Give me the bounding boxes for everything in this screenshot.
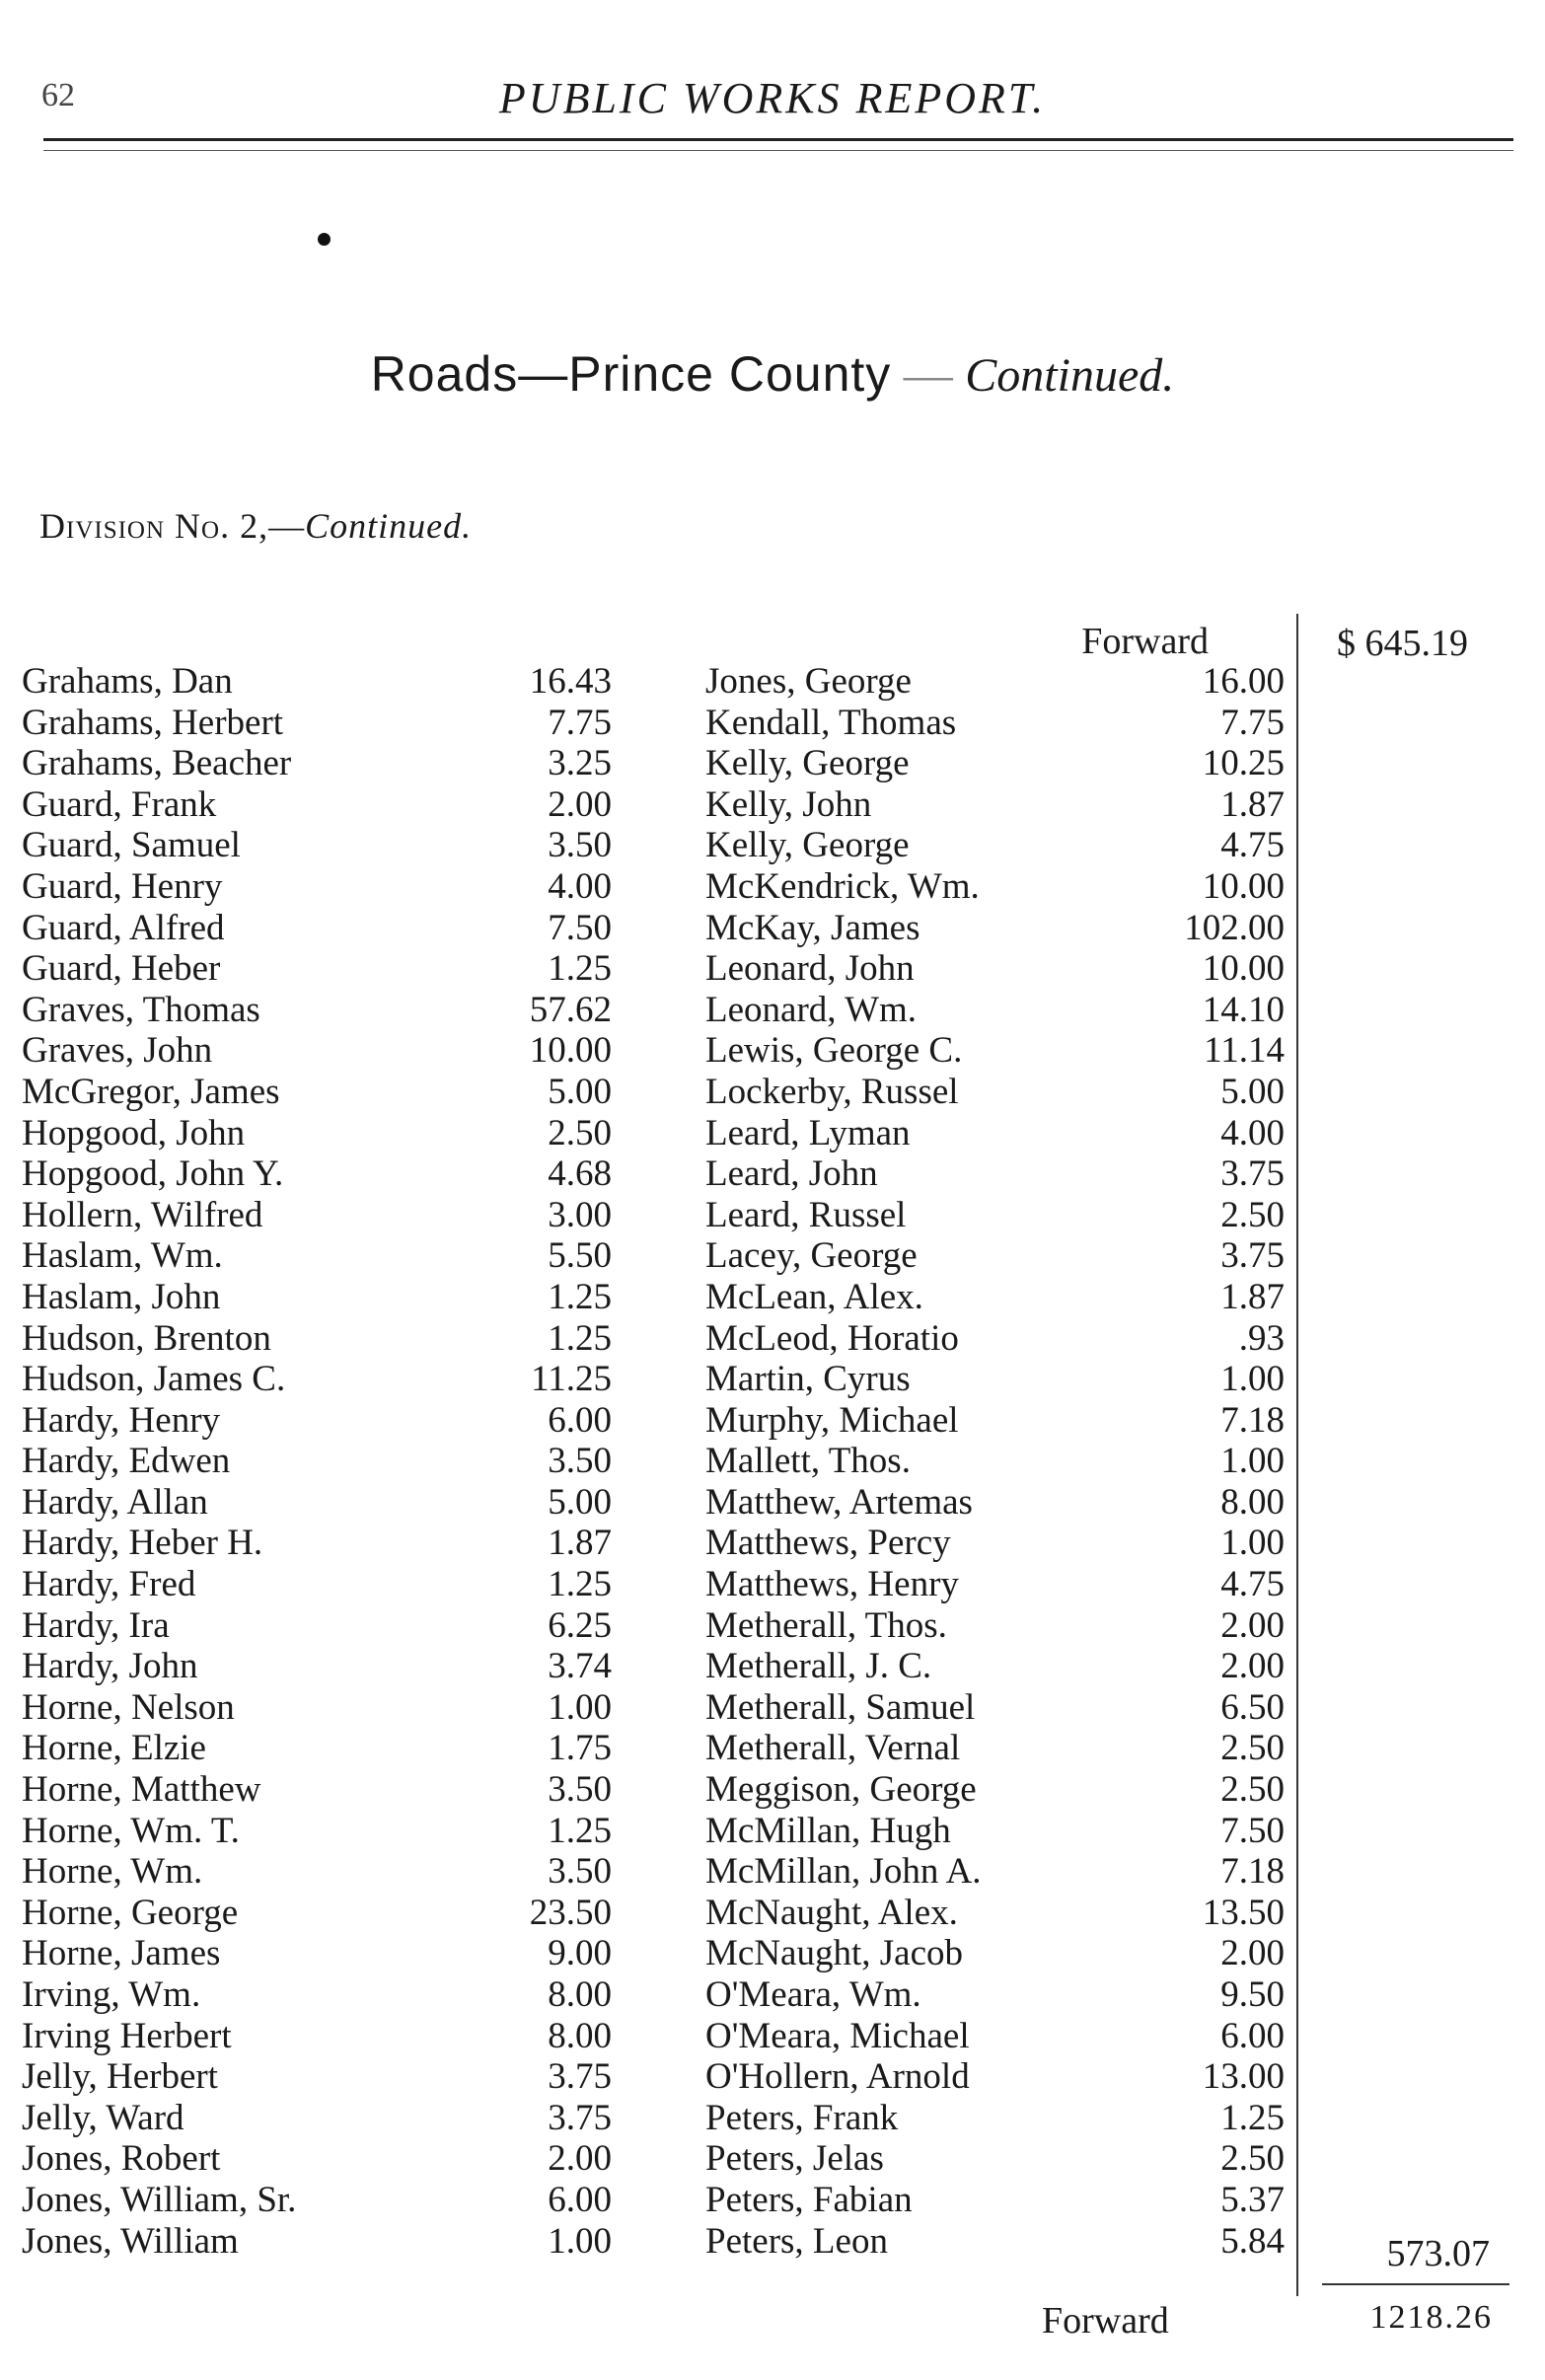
- division-heading: [39, 505, 472, 547]
- payee-name: Kendall, Thomas: [705, 702, 957, 743]
- payee-amount: 2.50: [1220, 1728, 1285, 1769]
- division-dash: —: [268, 506, 306, 546]
- payee-name: Jelly, Herbert: [22, 2056, 218, 2098]
- payee-amount: 5.84: [1220, 2220, 1285, 2262]
- payee-name: McGregor, James: [22, 1071, 280, 1112]
- payee-amount: 102.00: [1184, 907, 1285, 948]
- payee-amount: 11.25: [531, 1359, 612, 1400]
- payee-name: O'Meara, Michael: [705, 2015, 970, 2056]
- payee-name: Metherall, Vernal: [705, 1728, 961, 1769]
- payee-name: Graves, John: [22, 1030, 213, 1072]
- payee-amount: 3.50: [548, 825, 612, 866]
- payee-amount: 3.75: [1220, 1235, 1285, 1277]
- payee-amount: 8.00: [548, 2015, 612, 2056]
- payee-name: Metherall, Thos.: [705, 1604, 947, 1646]
- payee-name: McNaught, Jacob: [705, 1933, 963, 1974]
- payee-amount: 11.14: [1204, 1030, 1285, 1072]
- payee-name: Horne, Wm. T.: [22, 1810, 240, 1851]
- payee-name: McLean, Alex.: [705, 1276, 923, 1317]
- payee-amount: 3.75: [548, 2097, 612, 2138]
- payee-name: Murphy, Michael: [705, 1399, 959, 1441]
- payee-name: McKendrick, Wm.: [705, 865, 980, 907]
- payee-amount: 23.50: [529, 1892, 612, 1933]
- payee-name: Hollern, Wilfred: [22, 1194, 263, 1235]
- payee-amount: 3.74: [548, 1646, 612, 1687]
- forward-top-amount: $ 645.19: [1337, 623, 1468, 664]
- payee-amount: 4.00: [1220, 1112, 1285, 1153]
- payee-amount: 10.00: [529, 1030, 612, 1072]
- payee-name: Irving, Wm.: [22, 1974, 201, 2015]
- left-names-column: [22, 661, 296, 2262]
- section-title: [0, 345, 1545, 403]
- payee-name: Haslam, Wm.: [22, 1235, 223, 1277]
- payee-name: Kelly, John: [705, 783, 872, 825]
- forward-bottom-label: Forward: [1042, 2300, 1169, 2342]
- forward-bottom-amount: 1218.26: [1369, 2299, 1493, 2336]
- payee-name: Lewis, George C.: [705, 1030, 963, 1072]
- payee-amount: 9.00: [548, 1933, 612, 1974]
- payee-amount: 1.87: [548, 1523, 612, 1564]
- payee-name: Horne, George: [22, 1892, 239, 1933]
- section-title-continued: Continued.: [965, 349, 1175, 402]
- payee-amount: 1.25: [548, 1810, 612, 1851]
- payee-name: O'Hollern, Arnold: [705, 2056, 970, 2098]
- payee-amount: 2.00: [1220, 1646, 1285, 1687]
- header-rule-thick: [43, 138, 1513, 141]
- payee-name: Leonard, John: [705, 948, 915, 990]
- payee-amount: 9.50: [1220, 1974, 1285, 2015]
- payee-name: Grahams, Dan: [22, 661, 233, 702]
- payee-amount: 1.25: [548, 1276, 612, 1317]
- payee-amount: 1.25: [1220, 2097, 1285, 2138]
- payee-amount: 4.00: [548, 865, 612, 907]
- subtotal-rule: [1322, 2283, 1509, 2285]
- payee-name: Horne, Elzie: [22, 1728, 206, 1769]
- payee-name: Kelly, George: [705, 825, 910, 866]
- payee-name: Peters, Jelas: [705, 2138, 884, 2180]
- payee-amount: 16.43: [529, 661, 612, 702]
- payee-amount: 1.25: [548, 1564, 612, 1605]
- left-amounts-column: [464, 661, 612, 2262]
- payee-amount: 3.75: [1220, 1153, 1285, 1195]
- payee-amount: 2.00: [548, 2138, 612, 2180]
- page-number: 62: [41, 77, 75, 113]
- payee-name: Hudson, Brenton: [22, 1317, 271, 1359]
- payee-amount: 6.25: [548, 1604, 612, 1646]
- subtotal-amount: 573.07: [1386, 2233, 1490, 2274]
- payee-name: Grahams, Beacher: [22, 743, 292, 784]
- payee-name: Hardy, Fred: [22, 1564, 196, 1605]
- payee-amount: 5.00: [1220, 1071, 1285, 1112]
- payee-name: Horne, James: [22, 1933, 221, 1974]
- payee-name: Mallett, Thos.: [705, 1441, 911, 1482]
- payee-name: Hopgood, John Y.: [22, 1153, 284, 1195]
- payee-amount: 16.00: [1202, 661, 1285, 702]
- ink-dot-mark: [318, 233, 331, 246]
- payee-name: Leard, Russel: [705, 1194, 907, 1235]
- payee-amount: 6.50: [1220, 1686, 1285, 1728]
- payee-amount: 5.37: [1220, 2179, 1285, 2220]
- payee-amount: 4.75: [1220, 1564, 1285, 1605]
- payee-name: Matthews, Henry: [705, 1564, 959, 1605]
- payee-name: Hopgood, John: [22, 1112, 246, 1153]
- payee-amount: 1.00: [1220, 1441, 1285, 1482]
- running-head: PUBLIC WORKS REPORT.: [498, 74, 1047, 122]
- payee-name: Grahams, Herbert: [22, 702, 284, 743]
- payee-amount: 3.50: [548, 1769, 612, 1811]
- right-names-column: [705, 661, 982, 2262]
- payee-name: Meggison, George: [705, 1769, 977, 1811]
- payee-amount: 10.00: [1202, 865, 1285, 907]
- payee-name: Irving Herbert: [22, 2015, 232, 2056]
- payee-amount: 1.75: [548, 1728, 612, 1769]
- payee-amount: 2.50: [1220, 2138, 1285, 2180]
- payee-amount: 5.50: [548, 1235, 612, 1277]
- payee-amount: 3.25: [548, 743, 612, 784]
- payee-name: Guard, Samuel: [22, 825, 241, 866]
- payee-name: Horne, Nelson: [22, 1686, 235, 1728]
- division-continued: Continued.: [305, 506, 473, 546]
- payee-name: McMillan, John A.: [705, 1851, 982, 1893]
- payee-amount: 7.18: [1220, 1399, 1285, 1441]
- payee-amount: 1.00: [1220, 1523, 1285, 1564]
- payee-amount: 1.25: [548, 948, 612, 990]
- payee-amount: 1.00: [548, 2220, 612, 2262]
- payee-name: Horne, Wm.: [22, 1851, 203, 1893]
- payee-name: Guard, Alfred: [22, 907, 225, 948]
- payee-amount: 2.50: [1220, 1194, 1285, 1235]
- payee-name: Guard, Henry: [22, 865, 223, 907]
- column-rule: [1296, 614, 1298, 2296]
- payee-amount: 6.00: [548, 1399, 612, 1441]
- payee-amount: 8.00: [1220, 1481, 1285, 1523]
- payee-amount: 5.00: [548, 1071, 612, 1112]
- payee-name: Jones, Robert: [22, 2138, 221, 2180]
- payee-name: Peters, Frank: [705, 2097, 899, 2138]
- payee-name: Jelly, Ward: [22, 2097, 184, 2138]
- payee-name: Kelly, George: [705, 743, 910, 784]
- payee-amount: 5.00: [548, 1481, 612, 1523]
- payee-name: Hardy, Edwen: [22, 1441, 231, 1482]
- payee-amount: 13.00: [1202, 2056, 1285, 2098]
- payee-name: McNaught, Alex.: [705, 1892, 958, 1933]
- section-title-main: Roads—Prince County: [370, 346, 892, 402]
- payee-name: Metherall, J. C.: [705, 1646, 932, 1687]
- payee-amount: .93: [1238, 1317, 1285, 1359]
- payee-name: McKay, James: [705, 907, 920, 948]
- payee-name: Leard, John: [705, 1153, 878, 1195]
- division-label: Division No. 2,: [39, 506, 269, 546]
- payee-amount: 7.75: [548, 702, 612, 743]
- payee-amount: 4.68: [548, 1153, 612, 1195]
- payee-amount: 13.50: [1202, 1892, 1285, 1933]
- forward-top-label: Forward: [1081, 621, 1209, 662]
- payee-name: Lacey, George: [705, 1235, 918, 1277]
- payee-amount: 7.50: [548, 907, 612, 948]
- payee-name: Hardy, Henry: [22, 1399, 221, 1441]
- payee-amount: 2.50: [548, 1112, 612, 1153]
- payee-amount: 1.87: [1220, 1276, 1285, 1317]
- payee-amount: 10.25: [1202, 743, 1285, 784]
- payee-amount: 6.00: [1220, 2015, 1285, 2056]
- payee-name: Graves, Thomas: [22, 989, 260, 1030]
- payee-name: Jones, William, Sr.: [22, 2179, 297, 2220]
- payee-amount: 6.00: [548, 2179, 612, 2220]
- payee-name: Matthew, Artemas: [705, 1481, 973, 1523]
- payee-amount: 1.00: [1220, 1359, 1285, 1400]
- header-rule-thin: [43, 150, 1513, 151]
- payee-amount: 2.50: [1220, 1769, 1285, 1811]
- payee-name: Guard, Heber: [22, 948, 221, 990]
- section-title-separator: —: [903, 346, 953, 402]
- payee-amount: 3.50: [548, 1851, 612, 1893]
- payee-amount: 3.75: [548, 2056, 612, 2098]
- payee-name: Jones, William: [22, 2220, 239, 2262]
- payee-name: Peters, Fabian: [705, 2179, 913, 2220]
- payee-name: Hardy, Allan: [22, 1481, 208, 1523]
- payee-amount: 1.25: [548, 1317, 612, 1359]
- payee-name: Hardy, Ira: [22, 1604, 170, 1646]
- payee-amount: 8.00: [548, 1974, 612, 2015]
- payee-name: Horne, Matthew: [22, 1769, 261, 1811]
- payee-name: McLeod, Horatio: [705, 1317, 959, 1359]
- payee-amount: 4.75: [1220, 825, 1285, 866]
- payee-name: Hardy, John: [22, 1646, 198, 1687]
- payee-name: Leard, Lyman: [705, 1112, 911, 1153]
- payee-amount: 2.00: [1220, 1604, 1285, 1646]
- payee-name: Jones, George: [705, 661, 912, 702]
- payee-name: O'Meara, Wm.: [705, 1974, 921, 2015]
- payee-amount: 57.62: [529, 989, 612, 1030]
- payee-amount: 14.10: [1202, 989, 1285, 1030]
- payee-name: Martin, Cyrus: [705, 1359, 911, 1400]
- payee-name: Haslam, John: [22, 1276, 221, 1317]
- right-amounts-column: [1105, 661, 1285, 2262]
- payee-amount: 3.50: [548, 1441, 612, 1482]
- payee-amount: 2.00: [548, 783, 612, 825]
- payee-amount: 1.87: [1220, 783, 1285, 825]
- payee-name: Leonard, Wm.: [705, 989, 918, 1030]
- payee-amount: 3.00: [548, 1194, 612, 1235]
- payee-amount: 1.00: [548, 1686, 612, 1728]
- payee-amount: 7.75: [1220, 702, 1285, 743]
- payee-name: Peters, Leon: [705, 2220, 888, 2262]
- payee-name: McMillan, Hugh: [705, 1810, 951, 1851]
- payee-name: Metherall, Samuel: [705, 1686, 976, 1728]
- payee-name: Hudson, James C.: [22, 1359, 286, 1400]
- payee-name: Lockerby, Russel: [705, 1071, 959, 1112]
- payee-amount: 7.18: [1220, 1851, 1285, 1893]
- payee-name: Hardy, Heber H.: [22, 1523, 263, 1564]
- payee-amount: 2.00: [1220, 1933, 1285, 1974]
- payee-amount: 10.00: [1202, 948, 1285, 990]
- payee-name: Guard, Frank: [22, 783, 217, 825]
- payee-amount: 7.50: [1220, 1810, 1285, 1851]
- payee-name: Matthews, Percy: [705, 1523, 951, 1564]
